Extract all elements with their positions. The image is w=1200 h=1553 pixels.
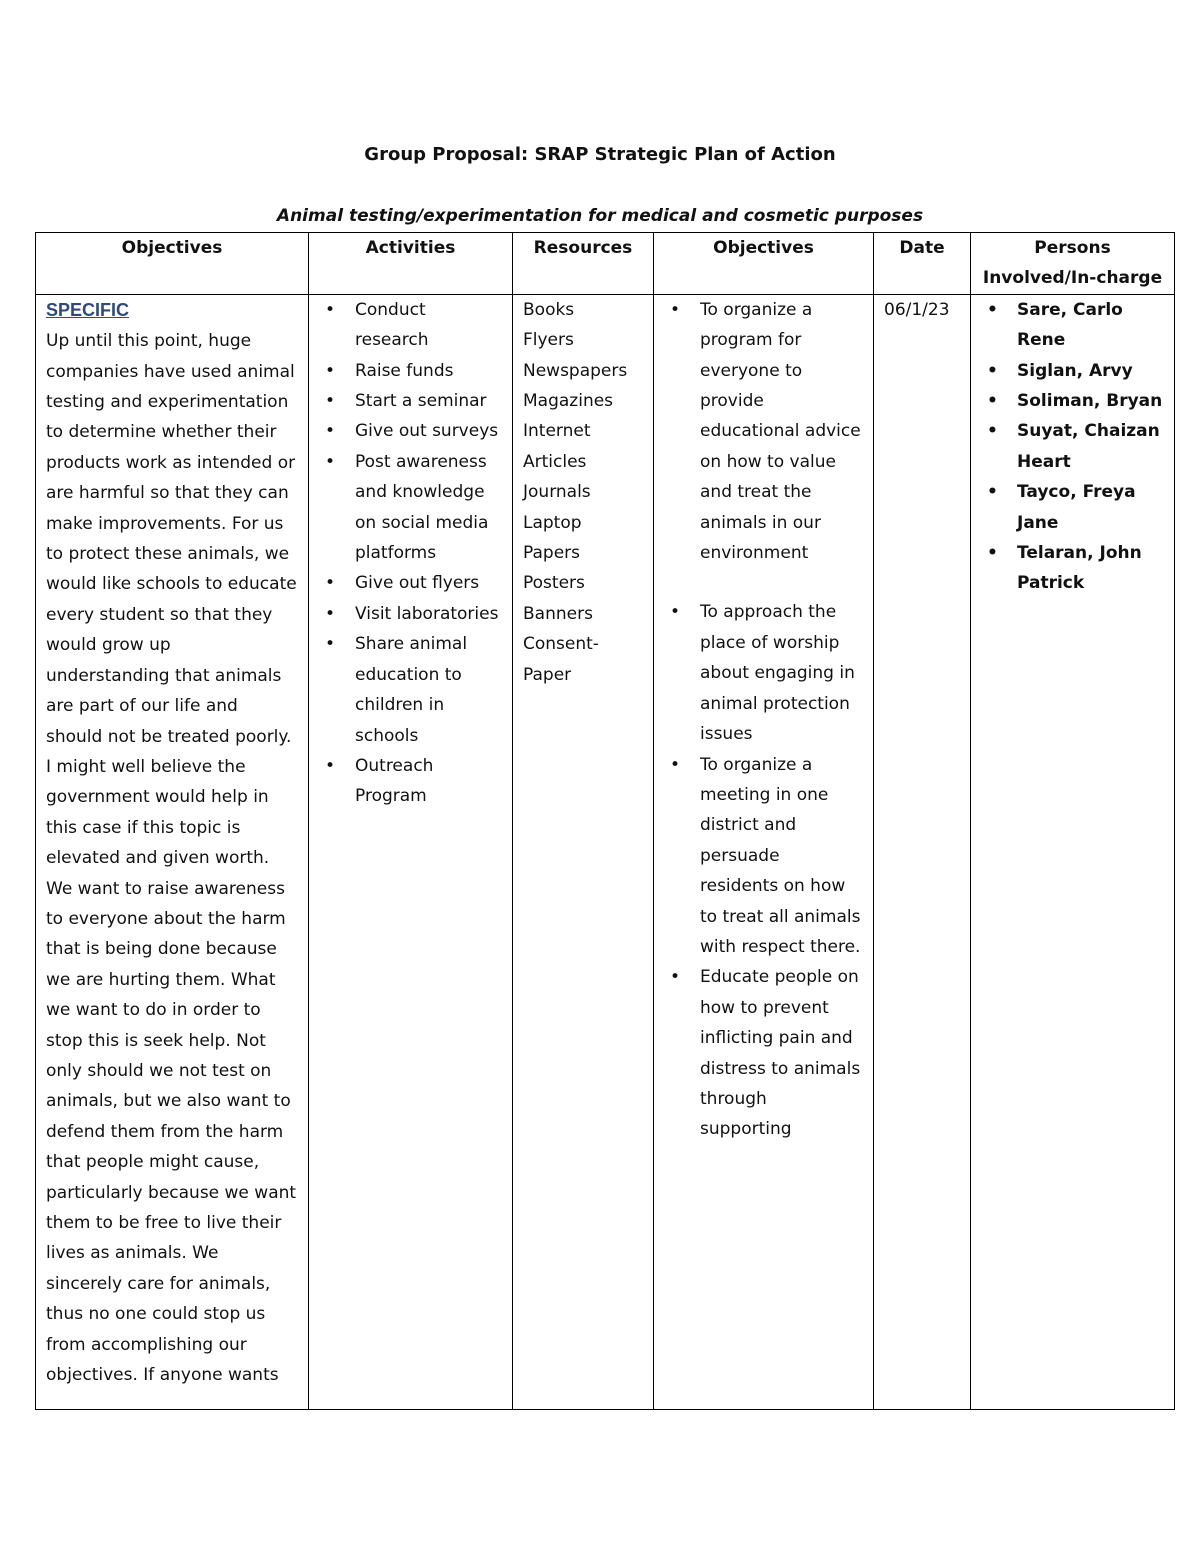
- specific-text: Up until this point, huge companies have used animal testing and experimentation to determine whether their products work as intended or are harmful so that they can make improvements. For us to protect these animals, we would like schools to educate every student so that they would grow up understanding that animals are part of our life and should not be treated poorly. I might well believe the government would help in this case if this topic is elevated and given worth. We want to raise awareness to everyone about the harm that is being done because we are hurting them. What we want to do in order to stop this is seek help. Not only should we not test on animals, but we also want to defend them from the harm that people might cause, particularly because we want them to be free to live their lives as animals. We sincerely care for animals, thus no one could stop us from accomplishing our objectives. If anyone wants: [46, 331, 297, 1386]
- header-date: Date: [874, 233, 971, 295]
- persons-list: [981, 295, 1164, 599]
- resource-item: Internet: [523, 421, 591, 442]
- persons-cell: [971, 294, 1175, 1409]
- resources-cell: [513, 294, 654, 1409]
- list-item: • Start a seminar: [319, 386, 502, 416]
- list-item: • Telaran, John Patrick: [981, 538, 1164, 599]
- list-item: • Soliman, Bryan: [981, 386, 1164, 416]
- specific-label: SPECIFIC: [46, 299, 130, 320]
- list-item: • To organize a program for everyone to provide educational advice on how to value and treat the animals in our environment: [664, 295, 863, 569]
- list-item: • To approach the place of worship about engaging in animal protection issues: [664, 597, 863, 749]
- resource-item: Consent-: [523, 634, 599, 655]
- list-item: • Siglan, Arvy: [981, 356, 1164, 386]
- resource-item: Articles: [523, 451, 587, 472]
- header-objectives-2: Objectives: [654, 233, 874, 295]
- resource-item: Posters: [523, 573, 585, 594]
- resource-item: Flyers: [523, 330, 574, 351]
- list-item: • Visit laboratories: [319, 599, 502, 629]
- resource-item: Paper: [523, 664, 572, 685]
- objectives-cell: [36, 294, 309, 1409]
- list-item: • Give out flyers: [319, 568, 502, 598]
- document-title: Group Proposal: SRAP Strategic Plan of Action: [364, 144, 836, 165]
- list-item: • Conduct research: [319, 295, 502, 356]
- list-item: • Raise funds: [319, 356, 502, 386]
- list-item: • Sare, Carlo Rene: [981, 295, 1164, 356]
- list-item: • Post awareness and knowledge on social media platforms: [319, 447, 502, 569]
- header-activities: Activities: [309, 233, 513, 295]
- date-value: 06/1/23: [884, 299, 950, 320]
- header-persons: Persons Involved/In-charge: [971, 233, 1175, 295]
- header-objectives: Objectives: [36, 233, 309, 295]
- resource-item: Papers: [523, 543, 581, 564]
- list-item: • Suyat, Chaizan Heart: [981, 416, 1164, 477]
- header-row: [36, 233, 1175, 295]
- header-resources: Resources: [513, 233, 654, 295]
- resource-item: Laptop: [523, 512, 582, 533]
- date-cell: [874, 294, 971, 1409]
- document-subtitle: Animal testing/experimentation for medical and cosmetic purposes: [276, 206, 924, 226]
- resource-item: Magazines: [523, 391, 614, 412]
- list-item: • Outreach Program: [319, 751, 502, 812]
- objectives-2-cell: [654, 294, 874, 1409]
- list-item: • Share animal education to children in schools: [319, 629, 502, 751]
- list-item: • Tayco, Freya Jane: [981, 477, 1164, 538]
- list-item: • Educate people on how to prevent inflicting pain and distress to animals through supporting: [664, 962, 863, 1144]
- resource-item: Books: [523, 299, 575, 320]
- activities-cell: [309, 294, 513, 1409]
- objectives-2-list: [664, 295, 863, 1145]
- resource-item: Newspapers: [523, 360, 628, 381]
- resource-item: Banners: [523, 603, 593, 624]
- activities-list: [319, 295, 502, 812]
- list-item: • To organize a meeting in one district and persuade residents on how to treat all animals with respect there.: [664, 750, 863, 963]
- table-row: [36, 294, 1175, 1409]
- plan-table: [35, 232, 1175, 1410]
- list-item: • Give out surveys: [319, 416, 502, 446]
- resource-item: Journals: [523, 482, 591, 503]
